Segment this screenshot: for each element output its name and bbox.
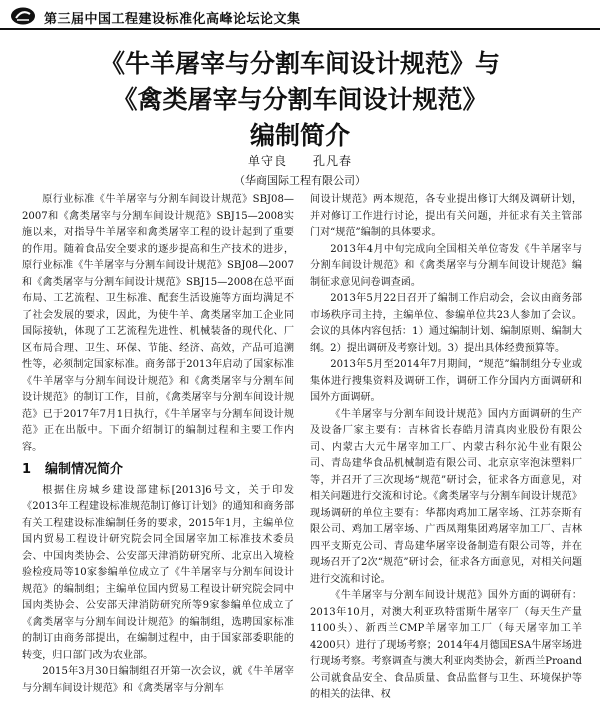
intro-paragraph: 原行业标准《牛羊屠宰与分割车间设计规范》SBJ08—2007和《禽类屠宰与分割车间设计规范》SBJ15—2008实施以来，对指导牛羊屠宰和禽类屠宰工程的设计起到了重要的作用。随着食品安全要求的逐步提高和生产技术的进步，原行业标准《牛羊屠宰与分割车间设计规范》SBJ08—2007和《禽类屠宰与分割车间设计规范》SBJ15—2008在总平面布局、工艺流程、卫生标准、配套生活设施等方面均满足不了社会发展的要求，因此，为使牛羊、禽类屠宰加工企业同国际接轨，体现了工艺流程先进性、机械装备的现代化、厂区布局合理、卫生、环保、节能、经济、高效，产品可追溯性等，必须制定国家标准。商务部于2013年启动了国家标准《牛羊屠宰与分割车间设计规范》和《禽类屠宰与分割车间设计规范》的制订工作，目前，《禽类屠宰与分割车间设计规范》已于2017年7月1日执行，《牛羊屠宰与分割车间设计规范》正在出版中。下面介绍制订的编制过程和主要工作内容。	[22, 194, 294, 453]
left-column	[22, 192, 294, 697]
authors: 单守良 孔凡春	[247, 154, 352, 168]
body-paragraph: 间设计规范》两本规范，各专业提出修订大纲及调研计划，并对修订工作进行讨论，提出有关问题，并征求有关主管部门对“规范”编制的具体要求。	[310, 194, 582, 238]
publication-logo-icon	[10, 6, 36, 26]
body-paragraph: 根据住房城乡建设部建标[2013]6号文，关于印发《2013年工程建设标准规范制订修订计划》的通知和商务部有关工程建设标准编制任务的要求，2015年1月，主编单位国内贸易工程设计研究院会同全国屠宰加工标准技术委员会、中国肉类协会、公安部天津消防研究所、北京出入境检验检疫局等10家参编单位成立了《牛羊屠宰与分割车间设计规范》的编制组；主编单位国内贸易工程设计研究院会同中国肉类协会、公安部天津消防研究所等9家参编单位成立了《禽类屠宰与分割车间设计规范》的编制组，选聘国家标准的制订由商务部提出，在编制过程中，由于国家部委职能的转变，归口部门改为农业部。	[22, 484, 294, 661]
article-title-line-1: 《牛羊屠宰与分割车间设计规范》与	[99, 49, 500, 78]
body-paragraph: 2013年5月至2014年7月期间，“规范”编制组分专业或集体进行搜集资料及调研工作，调研工作分国内方面调研和国外方面调研。	[310, 359, 582, 403]
right-column	[310, 192, 582, 704]
header-divider	[0, 28, 600, 30]
section-heading	[22, 462, 294, 479]
header-title: 第三届中国工程建设标准化高峰论坛论文集	[44, 12, 301, 27]
article-title-line-2: 《禽类屠宰与分割车间设计规范》	[112, 85, 488, 114]
body-paragraph: 2015年3月30日编制组召开第一次会议，就《牛羊屠宰与分割车间设计规范》和《禽类屠宰与分割车	[22, 666, 294, 694]
body-paragraph: 2013年4月中旬完成向全国相关单位寄发《牛羊屠宰与分割车间设计规范》和《禽类屠宰与分割车间设计规范》编制征求意见问卷调查函。	[310, 243, 582, 288]
running-header	[0, 0, 600, 30]
section-number: 1	[22, 462, 32, 477]
body-paragraph: 《牛羊屠宰与分割车间设计规范》国外方面的调研有：2013年10月，对澳大利亚玖特雷斯牛屠宰厂（每天生产量1100头）、新西兰CMP羊屠宰加工厂（每天屠宰加工羊4200只）进行了现场考察；2014年4月德国ESA牛屠宰场进行现场考察。考察调查与澳大利亚肉类协会，新西兰Proand公司就食品安全、食品质量、食品监督与卫生、环境保护等的相关的法律、权	[310, 590, 582, 700]
body-paragraph: 2013年5月22日召开了编制工作启动会，会议由商务部市场秩序司主持，主编单位、参编单位共23人参加了会议。会议的具体内容包括：1）通过编制计划、编制原则、编制大纲。2）提出调研及考察计划。3）提出具体经费预算等。	[310, 293, 582, 354]
article-title-line-3: 编制简介	[249, 121, 350, 150]
body-paragraph: 《牛羊屠宰与分割车间设计规范》国内方面调研的生产及设备厂家主要有：吉林省长春皓月清真肉业股份有限公司、内蒙古大元牛屠宰加工厂、内蒙古科尔沁牛业有限公司、青岛建华食品机械制造有限公司、北京京宰泡沫塑料厂等，并召开了三次现场“规范”研讨会，征求各方面意见，对相关问题进行交流和讨论。《禽类屠宰与分割车间设计规范》现场调研的单位主要有：华都肉鸡加工屠宰场、江苏奈斯有限公司、鸡加工屠宰场、广西凤翔集团鸡屠宰加工厂、吉林四平支斯克公司、青岛建华屠宰设备制造有限公司等，并在现场召开了2次“规范”研讨会，征求各方面意见，对相关问题进行交流和讨论。	[310, 408, 582, 585]
affiliation: （华商国际工程有限公司）	[234, 174, 366, 187]
section-title: 编制情况简介	[45, 462, 124, 477]
